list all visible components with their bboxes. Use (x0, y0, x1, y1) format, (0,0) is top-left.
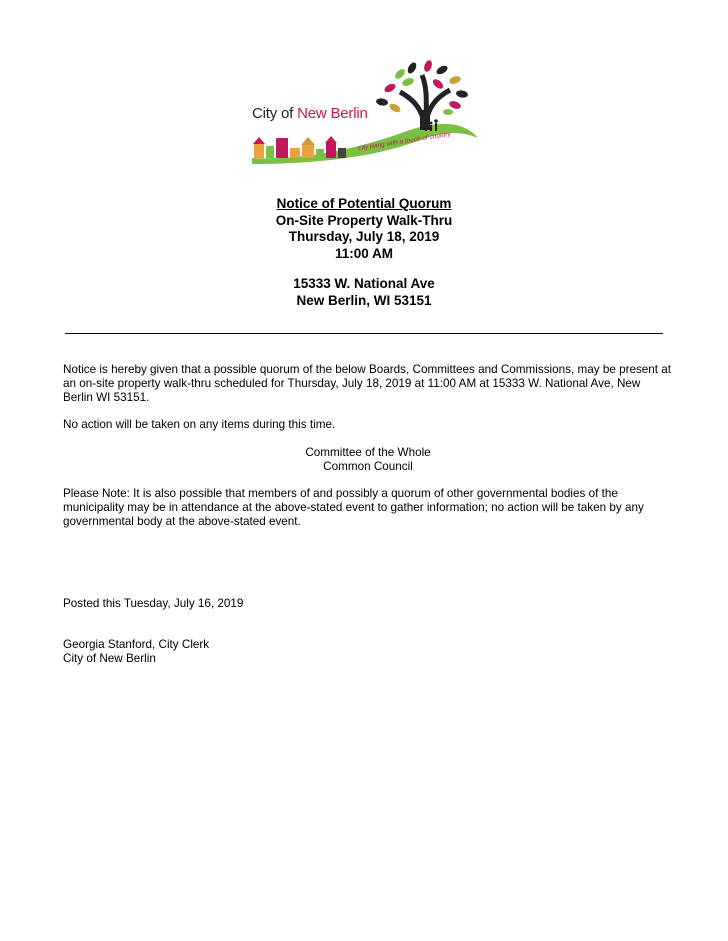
notice-title: Notice of Potential Quorum (276, 196, 452, 211)
address-line-1: 15333 W. National Ave (293, 276, 435, 291)
body-item: Committee of the Whole (305, 446, 431, 459)
notice-header (0, 196, 728, 262)
bodies-list (63, 446, 673, 474)
please-note-paragraph: Please Note: It is also possible that members of and possibly a quorum of other governmental bodies of the municipality may be in attendance at the above-stated event to gather information; no action will be taken by any governmental body at the above-stated event. (63, 487, 644, 528)
notice-date: Thursday, July 18, 2019 (288, 229, 440, 244)
notice-paragraph: Notice is hereby given that a possible quorum of the below Boards, Committees and Commissions, may be present at an on-site property walk-thru scheduled for Thursday, July 18, 2019 at 11:00 AM at 15333 W. National Ave, New Berlin WI 53151. (63, 363, 672, 404)
signature-name: Georgia Stanford, City Clerk (63, 638, 210, 651)
tree-icon (250, 60, 480, 192)
address-line-2: New Berlin, WI 53151 (296, 292, 432, 308)
notice-address (0, 276, 728, 309)
notice-subtitle: On-Site Property Walk-Thru (275, 212, 453, 228)
body-item: Common Council (323, 460, 413, 473)
logo-city-name: City of New Berlin (252, 105, 368, 122)
signature-block (63, 638, 673, 666)
notice-time: 11:00 AM (334, 245, 394, 261)
logo-tagline: city living with a touch of country (358, 130, 452, 153)
divider (65, 333, 663, 334)
signature-org: City of New Berlin (63, 652, 156, 665)
city-logo (250, 60, 480, 192)
posted-date: Posted this Tuesday, July 16, 2019 (63, 597, 244, 610)
no-action-statement: No action will be taken on any items during this time. (63, 418, 336, 431)
